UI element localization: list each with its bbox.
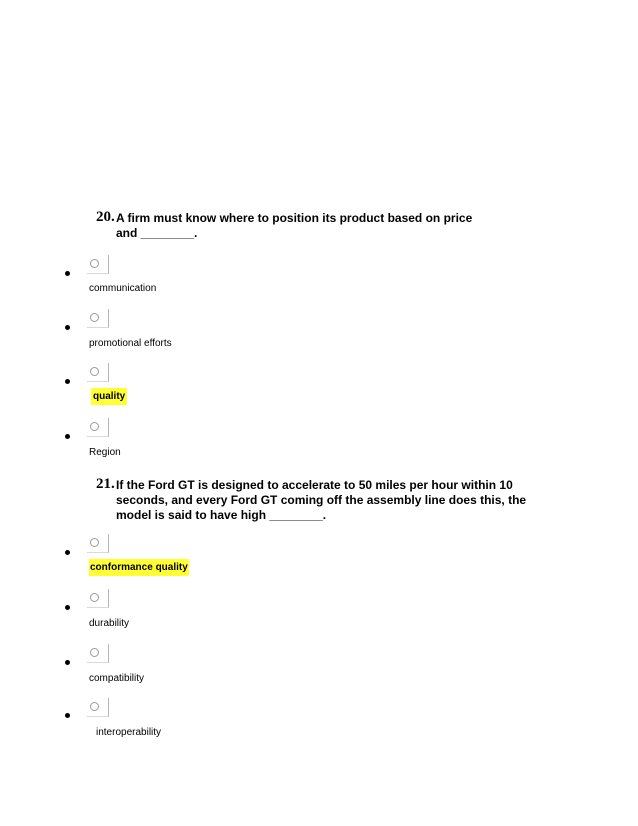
radio-icon[interactable] [90, 593, 99, 602]
option-label: Region [89, 447, 121, 458]
list-bullet [65, 271, 70, 276]
question-number: 20. [96, 209, 115, 225]
radio-icon[interactable] [90, 702, 99, 711]
radio-option-4[interactable] [87, 698, 109, 717]
question-number: 21. [96, 476, 115, 492]
radio-icon[interactable] [90, 422, 99, 431]
list-bullet [65, 660, 70, 665]
question-text: A firm must know where to position its product based on price and ________. [116, 211, 473, 240]
radio-icon[interactable] [90, 313, 99, 322]
list-bullet [65, 379, 70, 384]
list-bullet [65, 605, 70, 610]
answer-highlight: conformance quality [89, 559, 189, 576]
radio-option-4[interactable] [87, 418, 109, 437]
radio-icon[interactable] [90, 367, 99, 376]
list-bullet [65, 713, 70, 718]
list-bullet [65, 550, 70, 555]
radio-icon[interactable] [90, 259, 99, 268]
option-label: promotional efforts [89, 338, 172, 349]
question-text: If the Ford GT is designed to accelerate to 50 miles per hour within 10 seconds, and every Ford GT coming off the assembly line does this, the model is said to have high ________. [116, 478, 527, 522]
radio-option-3[interactable] [87, 363, 109, 382]
option-label-highlighted [91, 391, 127, 403]
radio-option-2[interactable] [87, 589, 109, 608]
question-21 [96, 478, 566, 523]
radio-option-1[interactable] [87, 534, 109, 553]
option-label: interoperability [96, 727, 162, 738]
option-label: durability [89, 618, 130, 629]
option-label: communication [89, 283, 157, 294]
option-label-highlighted [89, 562, 189, 574]
radio-option-3[interactable] [87, 644, 109, 663]
radio-option-1[interactable] [87, 255, 109, 274]
list-bullet [65, 325, 70, 330]
radio-icon[interactable] [90, 538, 99, 547]
question-20 [96, 211, 566, 241]
list-bullet [65, 434, 70, 439]
option-label: compatibility [89, 673, 145, 684]
answer-highlight: quality [91, 388, 127, 405]
radio-icon[interactable] [90, 648, 99, 657]
radio-option-2[interactable] [87, 309, 109, 328]
